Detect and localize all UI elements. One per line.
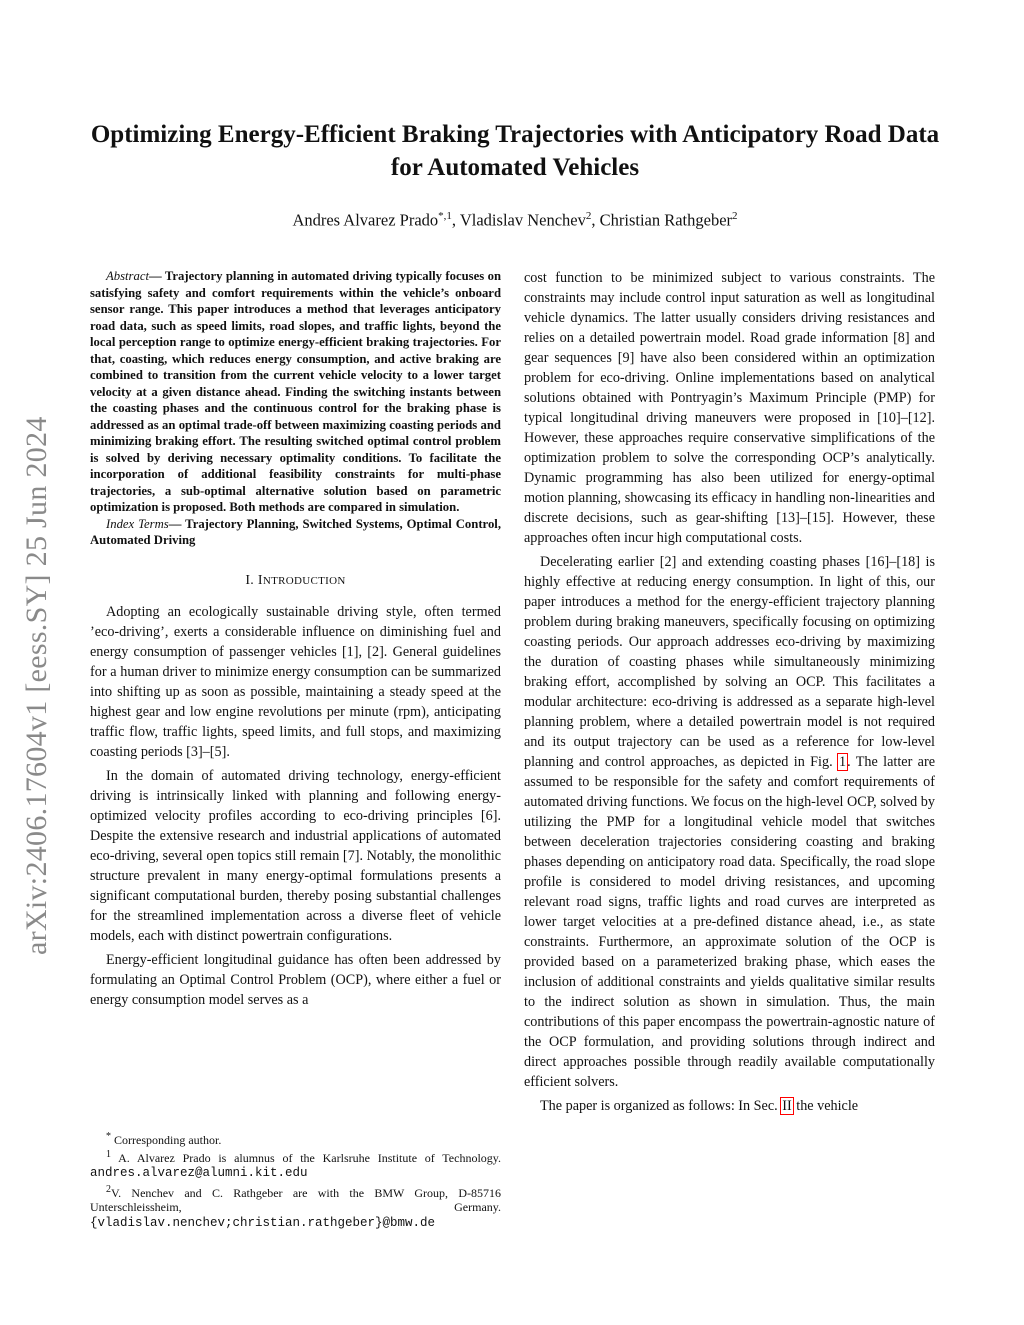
left-column: [90, 268, 501, 1010]
paper-title: Optimizing Energy-Efficient Braking Trajectories with Anticipatory Road Data for Automated Vehicles: [90, 121, 940, 181]
author-affiliation-mark: 2: [585, 210, 592, 222]
index-terms-text: Trajectory Planning, Switched Systems, Optimal Control, Automated Driving: [90, 516, 501, 547]
index-terms-label: Index Terms: [106, 516, 169, 531]
body-paragraph: [524, 1096, 935, 1116]
body-paragraph: Energy-efficient longitudinal guidance has often been addressed by formulating an Optimal Control Problem (OCP), where either a fuel or energy consumption model serves as a: [90, 951, 501, 1008]
footnote-mark: 2: [106, 1183, 111, 1195]
footnote-mark: *: [106, 1131, 111, 1142]
abstract: Abstract— Trajectory planning in automated driving typically focuses on satisfying safety and comfort requirements within the vehicle’s onboard sensor range. This paper introduces a method that leverages anticipatory road data, such as speed limits, road slopes, and traffic lights, beyond the local perception range to optimize energy-efficient braking trajectories. For that, coasting, which reduces energy consumption, and active braking are combined to transition from the current vehicle velocity to a lower target velocity at a given distance ahead. Finding the switching instants between the coasting phases and the continuous control for the braking phase is addressed as an optimal trade-off between maximizing coasting periods and minimizing braking effort. The resulting switched optimal control problem is solved by deriving necessary optimality conditions. To facilitate the incorporation of additional feasibility constraints for multi-phase trajectories, a sub-optimal alternative solution based on parametric optimization is proposed. Both methods are compared in simulation.: [90, 269, 501, 514]
index-terms: Index Terms— Trajectory Planning, Switched Systems, Optimal Control, Automated Driving: [90, 516, 501, 547]
arxiv-identifier: arXiv:2406.17604v1 [eess.SY] 25 Jun 2024: [20, 416, 53, 955]
footnote-text: V. Nenchev and C. Rathgeber are with the BMW Group, D-85716 Unterschleissheim, Germany.: [90, 1185, 501, 1214]
author-list: Andres Alvarez Prado$^{*,1}$, Vladislav Nenchev$^2$, Christian Rathgeber$^2$: [292, 210, 738, 230]
footnote-text: Corresponding author.: [114, 1133, 222, 1147]
author-name: Andres Alvarez Prado: [292, 210, 439, 230]
section-heading-introduction: [90, 571, 501, 591]
body-paragraph: cost function to be minimized subject to various constraints. The constraints may include control input saturation as well as longitudinal vehicle dynamics. The latter usually considers driving resistances and relies on a detailed powertrain model. Road grade information [8] and gear sequences [9] have also been considered within an optimization problem for eco-driving. Online implementations based on analytical solutions obtained with Pontryagin’s Maximum Principle (PMP) for typical longitudinal driving maneuvers were proposed in [10]–[12]. However, these approaches require conservative simplifications of the optimization problem to solve the corresponding OCP’s analytically. Dynamic programming has also been utilized for energy-optimal motion planning, showcasing its efficacy in handling non-linearities and discrete decisions, such as gear-shifting [13]–[15]. However, these approaches often incur high computational costs.: [524, 270, 935, 546]
footnote-email[interactable]: andres.alvarez@alumni.kit.edu: [90, 1166, 308, 1180]
author-name: Vladislav Nenchev: [459, 210, 586, 230]
body-paragraph: In the domain of automated driving technology, energy-efficient driving is intrinsically linked with planning and following energy-optimized velocity profiles according to eco-driving principles [6]. Despite the extensive research and industrial applications of automated eco-driving, several open topics still remain [7]. Notably, the monolithic structure prevalent in many energy-optimal formulations presents a significant computational burden, thereby posing substantial challenges for the streamlined implementation across a diverse fleet of vehicle models, each with distinct powertrain configurations.: [90, 767, 501, 944]
footnote-text: A. Alvarez Prado is alumnus of the Karlsruhe Institute of Technology.: [118, 1150, 501, 1165]
section-title-rest: NTRODUCTION: [262, 574, 346, 587]
footnote-corresponding: [90, 1130, 501, 1148]
section-title-initial: I: [257, 572, 263, 588]
body-paragraph: [524, 552, 935, 1092]
footnote-2: [90, 1183, 501, 1231]
section-number: I.: [245, 572, 255, 588]
footnotes: [90, 1130, 501, 1230]
author-name: Christian Rathgeber: [599, 210, 733, 230]
paragraph-text: The paper is organized as follows: In Sec.: [540, 1098, 778, 1114]
figure-reference-link[interactable]: 1: [839, 754, 847, 770]
right-column: [524, 268, 935, 1116]
footnote-email[interactable]: {vladislav.nenchev;christian.rathgeber}@bmw.de: [90, 1215, 436, 1230]
abstract-label: Abstract: [106, 269, 149, 283]
abstract-text: Trajectory planning in automated driving typically focuses on satisfying safety and comfort requirements within the vehicle’s onboard sensor range. This paper introduces a method that leverages anticipatory road data, such as speed limits, road slopes, and traffic lights, beyond the local perception range to optimize energy-efficient braking trajectories. For that, coasting, which reduces energy consumption, and active braking are combined to transition from the current vehicle velocity to a lower target velocity at a given distance ahead. Finding the switching instants between the coasting phases and the continuous control for the braking phase is addressed as an optimal trade-off between maximizing coasting periods and minimizing braking effort. The resulting switched optimal control problem is solved by deriving necessary optimality conditions. To facilitate the incorporation of additional feasibility constraints for multi-phase trajectories, a sub-optimal alternative solution based on parametric optimization is proposed. Both methods are compared in simulation.: [90, 269, 501, 514]
body-paragraph: Adopting an ecologically sustainable driving style, often termed ’eco-driving’, exerts a considerable influence on diminishing fuel and energy consumption of passenger vehicles [1], [2]. General guidelines for a human driver to minimize energy consumption can be summarized into shifting up as soon as possible, maintaining a steady speed at the highest gear and low engine revolutions per minute (rpm), anticipating traffic flow, traffic lights, speed limits, and full stops, and maximizing coasting periods [3]–[5].: [90, 603, 501, 760]
author-affiliation-mark: *,1: [438, 210, 452, 222]
footnote-mark: 1: [106, 1148, 111, 1160]
paragraph-text: the vehicle: [796, 1098, 859, 1114]
section-reference-link[interactable]: II: [782, 1098, 792, 1114]
paragraph-text: Decelerating earlier [2] and extending coasting phases [16]–[18] is highly effective at reducing energy consumption. In light of this, our paper introduces a method for the energy-efficient trajectory planning problem during braking maneuvers, specifically focusing on optimizing coasting periods. Our approach addresses eco-driving by maximizing the duration of coasting phases while simultaneously minimizing braking effort, accomplished by solving an OCP. This facilitates a modular architecture: eco-driving is addressed as a separate high-level planning problem, where a detailed powertrain model is not required and its output trajectory can be used as a reference for low-level planning and control approaches, as depicted in Fig.: [524, 554, 935, 770]
footnote-1: [90, 1148, 501, 1181]
author-affiliation-mark: 2: [732, 210, 738, 222]
paragraph-text: . The latter are assumed to be responsible for the safety and comfort requirements of automated driving functions. We focus on the high-level OCP, solved by utilizing the PMP for a longitudinal vehicle model that switches between deceleration trajectories considering coasting and braking phases depending on anticipatory road data. Specifically, the road slope profile is considered to model driving resistances, and upcoming relevant road signs, traffic lights and road curves are interpreted as lower target velocities at a pre-defined distance ahead, i.e., as state constraints. Furthermore, an approximate solution of the OCP is provided based on a parameterized braking phase, which eases the inclusion of additional constraints and yields qualitative similar results to the indirect solution as shown in simulation. Thus, the main contributions of this paper encompass the powertrain-agnostic nature of the OCP formulation, and providing solutions through indirect and direct approaches possible through readily available computationally efficient solvers.: [524, 754, 936, 1090]
